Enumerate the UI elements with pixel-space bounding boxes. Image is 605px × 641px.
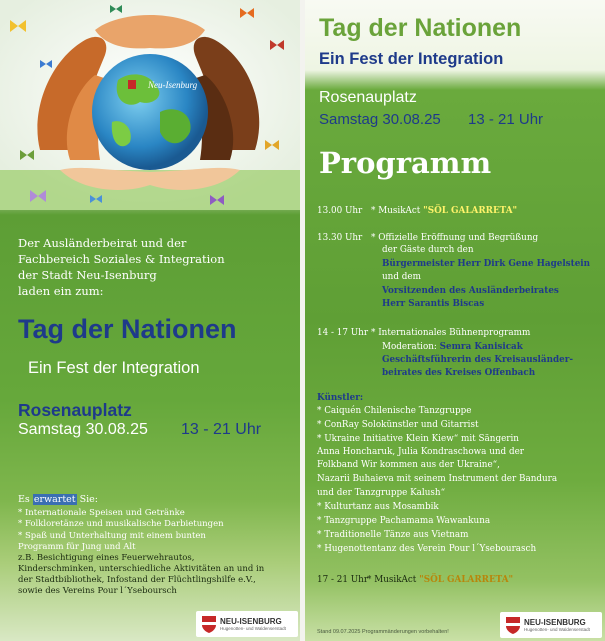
program-item-3-line-4: beirates des Kreises Offenbach (382, 368, 536, 378)
intro-line-4: laden ein zum: (18, 284, 104, 298)
logo-name: NEU-ISENBURG (220, 616, 282, 626)
offer-line-3: * Spaß und Unterhaltung mit einem bunten (18, 531, 206, 541)
artist-line-11: * Hugenottentanz des Verein Pour l´Ysebourasch (317, 544, 537, 554)
offer-line-5: z.B. Besichtigung eines Feuerwehrautos, (18, 553, 195, 563)
coat-of-arms-icon (202, 616, 216, 633)
right-subtitle: Ein Fest der Integration (319, 50, 504, 68)
left-title: Tag der Nationen (18, 314, 237, 344)
offer-line-6: Kinderschminken, unterschiedliche Aktivitäten an und in (18, 564, 265, 574)
program-item-4: * MusikAct "SÖL GALARRETA" (367, 575, 514, 585)
program-item-2-line-4: und dem (382, 272, 421, 282)
artist-line-8: * Kulturtanz aus Mosambik (317, 502, 439, 512)
artist-line-7: und der Tanzgruppe Kalush“ (317, 488, 446, 498)
artist-line-5: Folkband Wir kommen aus der Ukraine“, (317, 460, 500, 470)
intro-line-1: Der Ausländerbeirat und der (18, 236, 187, 250)
left-date: Samstag 30.08.25 (18, 421, 148, 438)
offer-line-2: * Folkloretänze und musikalische Darbietungen (18, 519, 224, 529)
artist-line-1: * Caiquén Chilenische Tanzgruppe (317, 406, 472, 416)
left-subtitle: Ein Fest der Integration (28, 359, 200, 377)
right-title: Tag der Nationen (319, 14, 522, 42)
program-item-2-line-2: der Gäste durch den (382, 245, 474, 255)
left-location: Rosenauplatz (18, 400, 132, 420)
logo-subline: Hugenotten- und Waldenserstadt (524, 626, 590, 632)
artist-line-4: Anna Honcharuk, Julia Kondraschowa und der (317, 447, 525, 457)
program-item-1-time: 13.00 Uhr (317, 206, 363, 216)
right-flyer-panel (305, 0, 605, 641)
artist-line-9: * Tanzgruppe Pachamama Wawankuna (317, 516, 491, 526)
program-item-4-time: 17 - 21 Uhr (317, 575, 369, 585)
artist-line-2: * ConRay Solokünstler und Gitarrist (317, 420, 479, 430)
left-time: 13 - 21 Uhr (181, 421, 262, 438)
artist-line-10: * Traditionelle Tänze aus Vietnam (317, 530, 469, 540)
program-item-2-time: 13.30 Uhr (317, 233, 363, 243)
offer-line-7: der Stadtbibliothek, Infostand der Flüchtlingshilfe e.V., (18, 575, 256, 585)
right-location: Rosenauplatz (319, 89, 417, 106)
program-item-2-line-1: * Offizielle Eröffnung und Begrüßung (371, 233, 539, 243)
intro-line-2: Fachbereich Soziales & Integration (18, 252, 225, 266)
globe-label: Neu-Isenburg (148, 80, 198, 90)
left-flyer-panel (0, 0, 300, 641)
logo-name: NEU-ISENBURG (524, 617, 586, 627)
globe (92, 54, 208, 170)
program-item-2-line-6: Herr Sarantis Biscas (382, 299, 485, 309)
right-date: Samstag 30.08.25 (319, 111, 441, 128)
hands-globe-illustration (0, 0, 300, 210)
program-item-1: * MusikAct "SÖL GALARRETA" (371, 206, 518, 216)
program-item-3-line-2: Moderation: Semra Kanisicak (382, 342, 523, 352)
program-item-2-line-3: Bürgermeister Herr Dirk Gene Hagelstein (382, 259, 591, 269)
footer-note: Stand 09.07.2025 Programmänderungen vorbehalten! (317, 629, 449, 635)
city-logo (196, 611, 298, 637)
offer-line-8: sowie des Vereins Pour l´Yseboursch (18, 586, 177, 596)
right-time: 13 - 21 Uhr (468, 111, 544, 128)
city-logo-right (500, 612, 602, 638)
coat-of-arms-icon (506, 617, 520, 634)
offer-line-1: * Internationale Speisen und Getränke (18, 508, 185, 518)
offer-line-4: Programm für Jung und Alt (18, 542, 136, 552)
artist-line-3: * Ukraine Initiative Klein Kiew“ mit Sängerin (317, 434, 519, 444)
program-heading: Programm (319, 146, 492, 180)
artists-heading: Künstler: (317, 393, 364, 403)
program-item-3-line-3: Geschäftsführerin des Kreisausländer- (382, 355, 574, 365)
expect-heading: Es erwartet Sie: (18, 494, 98, 505)
program-item-3-line-1: * Internationales Bühnenprogramm (371, 328, 531, 338)
program-item-2-line-5: Vorsitzenden des Ausländerbeirates (382, 286, 559, 296)
intro-line-3: der Stadt Neu-Isenburg (18, 268, 157, 282)
program-item-3-time: 14 - 17 Uhr (317, 328, 369, 338)
artist-line-6: Nazarii Buhaieva mit seinem Instrument der Bandura (317, 474, 558, 484)
logo-subline: Hugenotten- und Waldenserstadt (220, 625, 286, 631)
